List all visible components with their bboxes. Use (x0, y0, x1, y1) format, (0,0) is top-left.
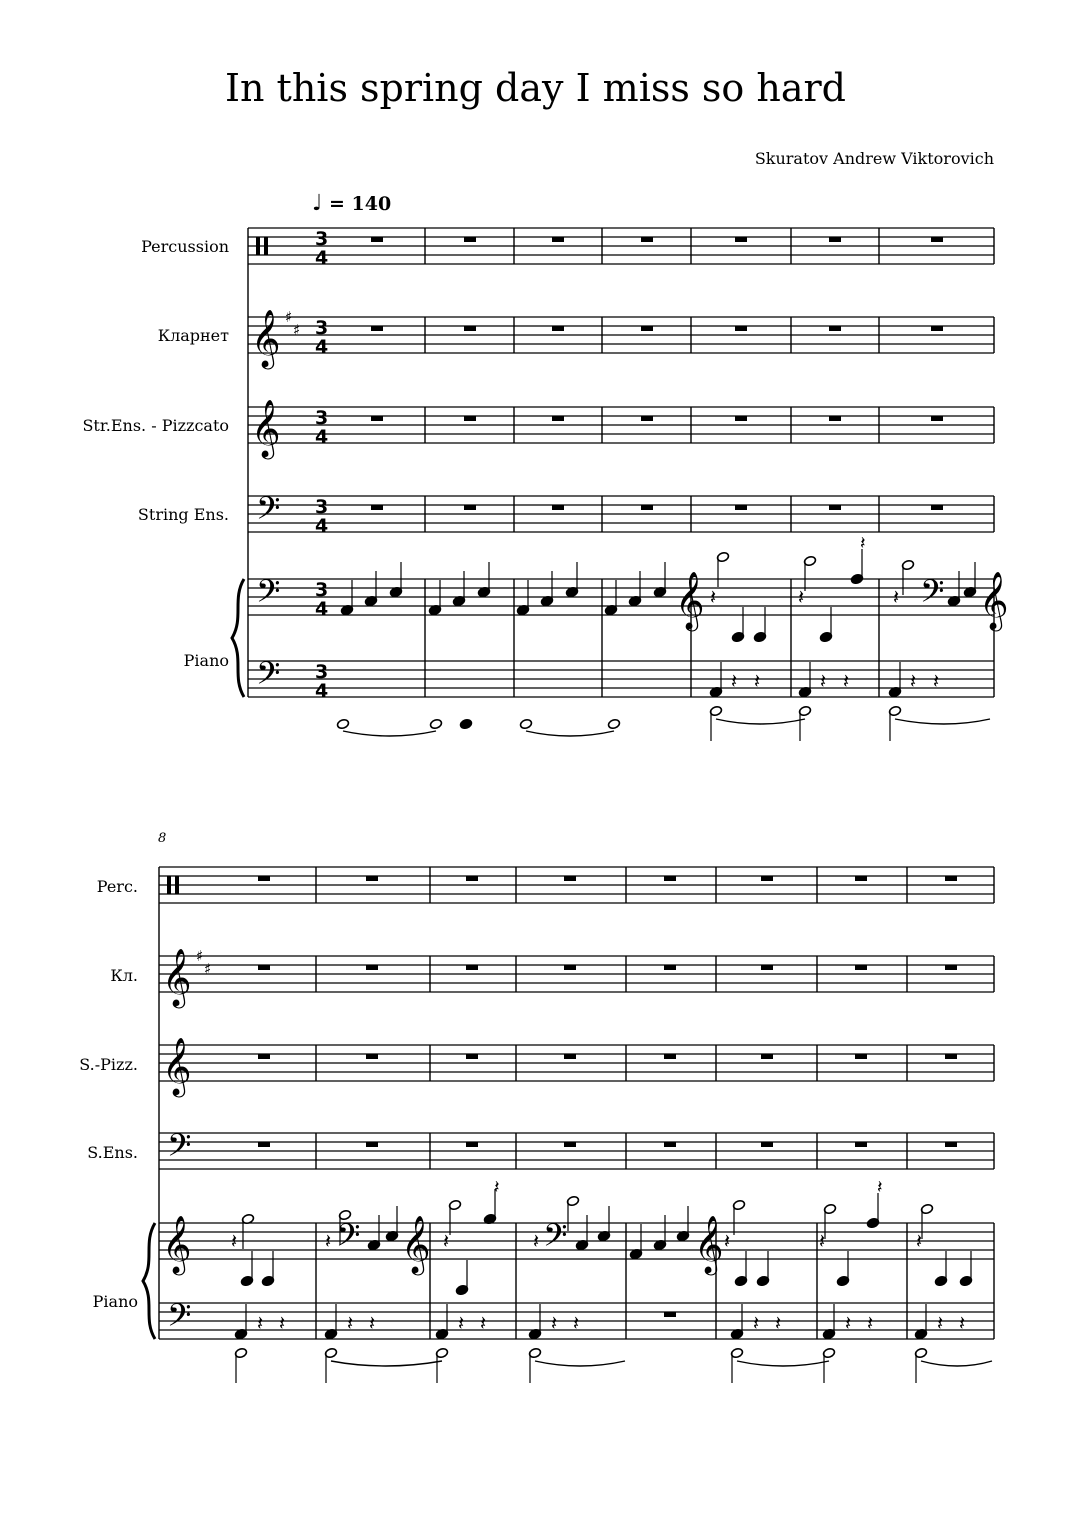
quarter-rest-icon: 𝄽 (724, 1229, 731, 1253)
whole-rest-icon (855, 1142, 867, 1147)
treble-clef-icon: 𝄞 (162, 948, 192, 1006)
whole-rest-icon (258, 1142, 270, 1147)
note-head (429, 718, 442, 729)
whole-rest-icon (931, 416, 943, 421)
whole-rest-icon (466, 1054, 478, 1059)
instrument-label-string-ensemble: String Ens. (137, 505, 229, 524)
whole-rest-icon (366, 1054, 378, 1059)
bass-clef-icon: 𝄢 (256, 655, 281, 699)
whole-rest-icon (664, 876, 676, 881)
quarter-rest-icon: 𝄽 (325, 1229, 332, 1253)
whole-rest-icon (366, 876, 378, 881)
whole-rest-icon (464, 416, 476, 421)
whole-rest-icon (564, 1054, 576, 1059)
time-signature-numerator: 3 (315, 228, 329, 250)
time-signature-denominator: 4 (315, 336, 329, 358)
treble-clef-icon: 𝄞 (251, 399, 281, 457)
tie (526, 731, 614, 736)
quarter-rest-icon: 𝄽 (458, 1311, 465, 1335)
time-signature-denominator: 4 (315, 426, 329, 448)
quarter-rest-icon: 𝄽 (916, 1229, 923, 1253)
whole-rest-icon (371, 237, 383, 242)
whole-rest-icon (735, 237, 747, 242)
time-signature-numerator: 3 (315, 496, 329, 518)
whole-rest-icon (371, 505, 383, 510)
whole-rest-icon (855, 1054, 867, 1059)
quarter-rest-icon: 𝄽 (933, 669, 940, 693)
instrument-label-piano-short: Piano (92, 1292, 138, 1311)
whole-rest-icon (552, 237, 564, 242)
time-signature-denominator: 4 (315, 680, 329, 702)
bass-clef-icon: 𝄢 (920, 573, 945, 617)
whole-rest-icon (552, 505, 564, 510)
sharp-icon: ♯ (285, 308, 293, 326)
note-head (607, 718, 620, 729)
quarter-rest-icon: 𝄽 (494, 1177, 500, 1198)
whole-rest-icon (761, 876, 773, 881)
whole-rest-icon (664, 1142, 676, 1147)
quarter-rest-icon: 𝄽 (231, 1229, 238, 1253)
whole-rest-icon (641, 237, 653, 242)
time-signature-denominator: 4 (315, 247, 329, 269)
whole-rest-icon (466, 965, 478, 970)
whole-rest-icon (641, 505, 653, 510)
time-signature-denominator: 4 (315, 598, 329, 620)
whole-rest-icon (931, 505, 943, 510)
whole-rest-icon (664, 1312, 676, 1317)
whole-rest-icon (258, 965, 270, 970)
measure-number: 8 (158, 831, 167, 846)
composer-name: Skuratov Andrew Viktorovich (754, 149, 994, 168)
whole-rest-icon (564, 876, 576, 881)
quarter-rest-icon: 𝄽 (480, 1311, 487, 1335)
whole-rest-icon (366, 965, 378, 970)
note-head (336, 718, 349, 729)
bass-clef-icon: 𝄢 (167, 1127, 192, 1171)
whole-rest-icon (735, 326, 747, 331)
score-title: In this spring day I miss so hard (224, 66, 847, 110)
whole-rest-icon (564, 965, 576, 970)
whole-rest-icon (829, 416, 841, 421)
quarter-rest-icon: 𝄽 (731, 669, 738, 693)
treble-clef-icon: 𝄞 (401, 1215, 431, 1273)
quarter-rest-icon: 𝄽 (443, 1229, 450, 1253)
tie (737, 1361, 829, 1366)
bass-clef-icon: 𝄢 (336, 1217, 361, 1261)
sharp-icon: ♯ (196, 947, 204, 965)
whole-rest-icon (641, 416, 653, 421)
whole-rest-icon (464, 237, 476, 242)
whole-rest-icon (945, 1054, 957, 1059)
instrument-label-string-pizzicato: Str.Ens. - Pizzcato (82, 416, 229, 435)
instrument-label-clarinet: Кларнет (157, 326, 229, 345)
quarter-rest-icon: 𝄽 (937, 1311, 944, 1335)
percussion-clef-icon (256, 237, 260, 255)
treble-clef-icon: 𝄞 (251, 309, 281, 367)
instrument-label-piano: Piano (183, 651, 229, 670)
quarter-rest-icon: 𝄽 (710, 585, 717, 609)
time-signature-numerator: 3 (315, 317, 329, 339)
percussion-clef-icon (167, 876, 171, 894)
whole-rest-icon (829, 505, 841, 510)
whole-rest-icon (664, 965, 676, 970)
whole-rest-icon (371, 326, 383, 331)
whole-rest-icon (664, 1054, 676, 1059)
quarter-rest-icon: 𝄽 (820, 669, 827, 693)
quarter-rest-icon: 𝄽 (775, 1311, 782, 1335)
treble-clef-icon: 𝄞 (162, 1215, 192, 1273)
whole-rest-icon (945, 876, 957, 881)
percussion-clef-icon (264, 237, 268, 255)
tempo-text: = 140 (329, 193, 392, 215)
bass-clef-icon: 𝄢 (167, 1297, 192, 1341)
instrument-label-percussion: Percussion (141, 237, 229, 256)
quarter-rest-icon: 𝄽 (754, 669, 761, 693)
instrument-label-string-ensemble-short: S.Ens. (87, 1143, 138, 1162)
quarter-rest-icon: 𝄽 (533, 1229, 540, 1253)
quarter-rest-icon: 𝄽 (279, 1311, 286, 1335)
quarter-rest-icon: 𝄽 (347, 1311, 354, 1335)
quarter-rest-icon: 𝄽 (257, 1311, 264, 1335)
quarter-rest-icon: 𝄽 (867, 1311, 874, 1335)
quarter-rest-icon: 𝄽 (910, 669, 917, 693)
whole-rest-icon (855, 876, 867, 881)
whole-rest-icon (641, 326, 653, 331)
whole-rest-icon (829, 237, 841, 242)
whole-rest-icon (466, 1142, 478, 1147)
quarter-rest-icon: 𝄽 (877, 1177, 883, 1198)
treble-clef-icon: 𝄞 (979, 571, 1009, 629)
sharp-icon: ♯ (204, 960, 212, 978)
time-signature-numerator: 3 (315, 579, 329, 601)
whole-rest-icon (945, 965, 957, 970)
quarter-note-icon: ♩ (312, 190, 323, 216)
whole-rest-icon (564, 1142, 576, 1147)
whole-rest-icon (464, 326, 476, 331)
quarter-rest-icon: 𝄽 (845, 1311, 852, 1335)
quarter-rest-icon: 𝄽 (551, 1311, 558, 1335)
quarter-rest-icon: 𝄽 (959, 1311, 966, 1335)
brace-icon (232, 579, 244, 697)
whole-rest-icon (258, 876, 270, 881)
tie (716, 719, 805, 724)
whole-rest-icon (366, 1142, 378, 1147)
quarter-rest-icon: 𝄽 (843, 669, 850, 693)
quarter-rest-icon: 𝄽 (798, 585, 805, 609)
treble-clef-icon: 𝄞 (675, 571, 705, 629)
bass-clef-icon: 𝄢 (256, 573, 281, 617)
whole-rest-icon (945, 1142, 957, 1147)
whole-rest-icon (855, 965, 867, 970)
whole-rest-icon (761, 1142, 773, 1147)
percussion-clef-icon (175, 876, 179, 894)
whole-rest-icon (761, 1054, 773, 1059)
time-signature-denominator: 4 (315, 515, 329, 537)
whole-rest-icon (258, 1054, 270, 1059)
tie (921, 1361, 992, 1366)
sharp-icon: ♯ (293, 321, 301, 339)
time-signature-numerator: 3 (315, 407, 329, 429)
instrument-label-percussion-short: Perc. (96, 877, 138, 896)
whole-rest-icon (735, 505, 747, 510)
time-signature-numerator: 3 (315, 661, 329, 683)
whole-rest-icon (464, 505, 476, 510)
bass-clef-icon: 𝄢 (543, 1217, 568, 1261)
quarter-rest-icon: 𝄽 (819, 1229, 826, 1253)
treble-clef-icon: 𝄞 (162, 1037, 192, 1095)
note-head (519, 718, 532, 729)
note-head (459, 718, 472, 729)
whole-rest-icon (931, 237, 943, 242)
treble-clef-icon: 𝄞 (694, 1215, 724, 1273)
quarter-rest-icon: 𝄽 (753, 1311, 760, 1335)
tie (331, 1361, 442, 1366)
whole-rest-icon (829, 326, 841, 331)
whole-rest-icon (552, 326, 564, 331)
quarter-rest-icon: 𝄽 (893, 585, 900, 609)
tie (895, 719, 990, 724)
instrument-label-clarinet-short: Кл. (110, 966, 138, 985)
whole-rest-icon (931, 326, 943, 331)
whole-rest-icon (552, 416, 564, 421)
whole-rest-icon (761, 965, 773, 970)
whole-rest-icon (735, 416, 747, 421)
whole-rest-icon (466, 876, 478, 881)
brace-icon (143, 1223, 155, 1339)
quarter-rest-icon: 𝄽 (860, 533, 866, 554)
bass-clef-icon: 𝄢 (256, 490, 281, 534)
instrument-label-string-pizzicato-short: S.-Pizz. (79, 1055, 138, 1074)
tie (535, 1361, 625, 1366)
whole-rest-icon (371, 416, 383, 421)
quarter-rest-icon: 𝄽 (573, 1311, 580, 1335)
tie (343, 731, 436, 736)
quarter-rest-icon: 𝄽 (369, 1311, 376, 1335)
